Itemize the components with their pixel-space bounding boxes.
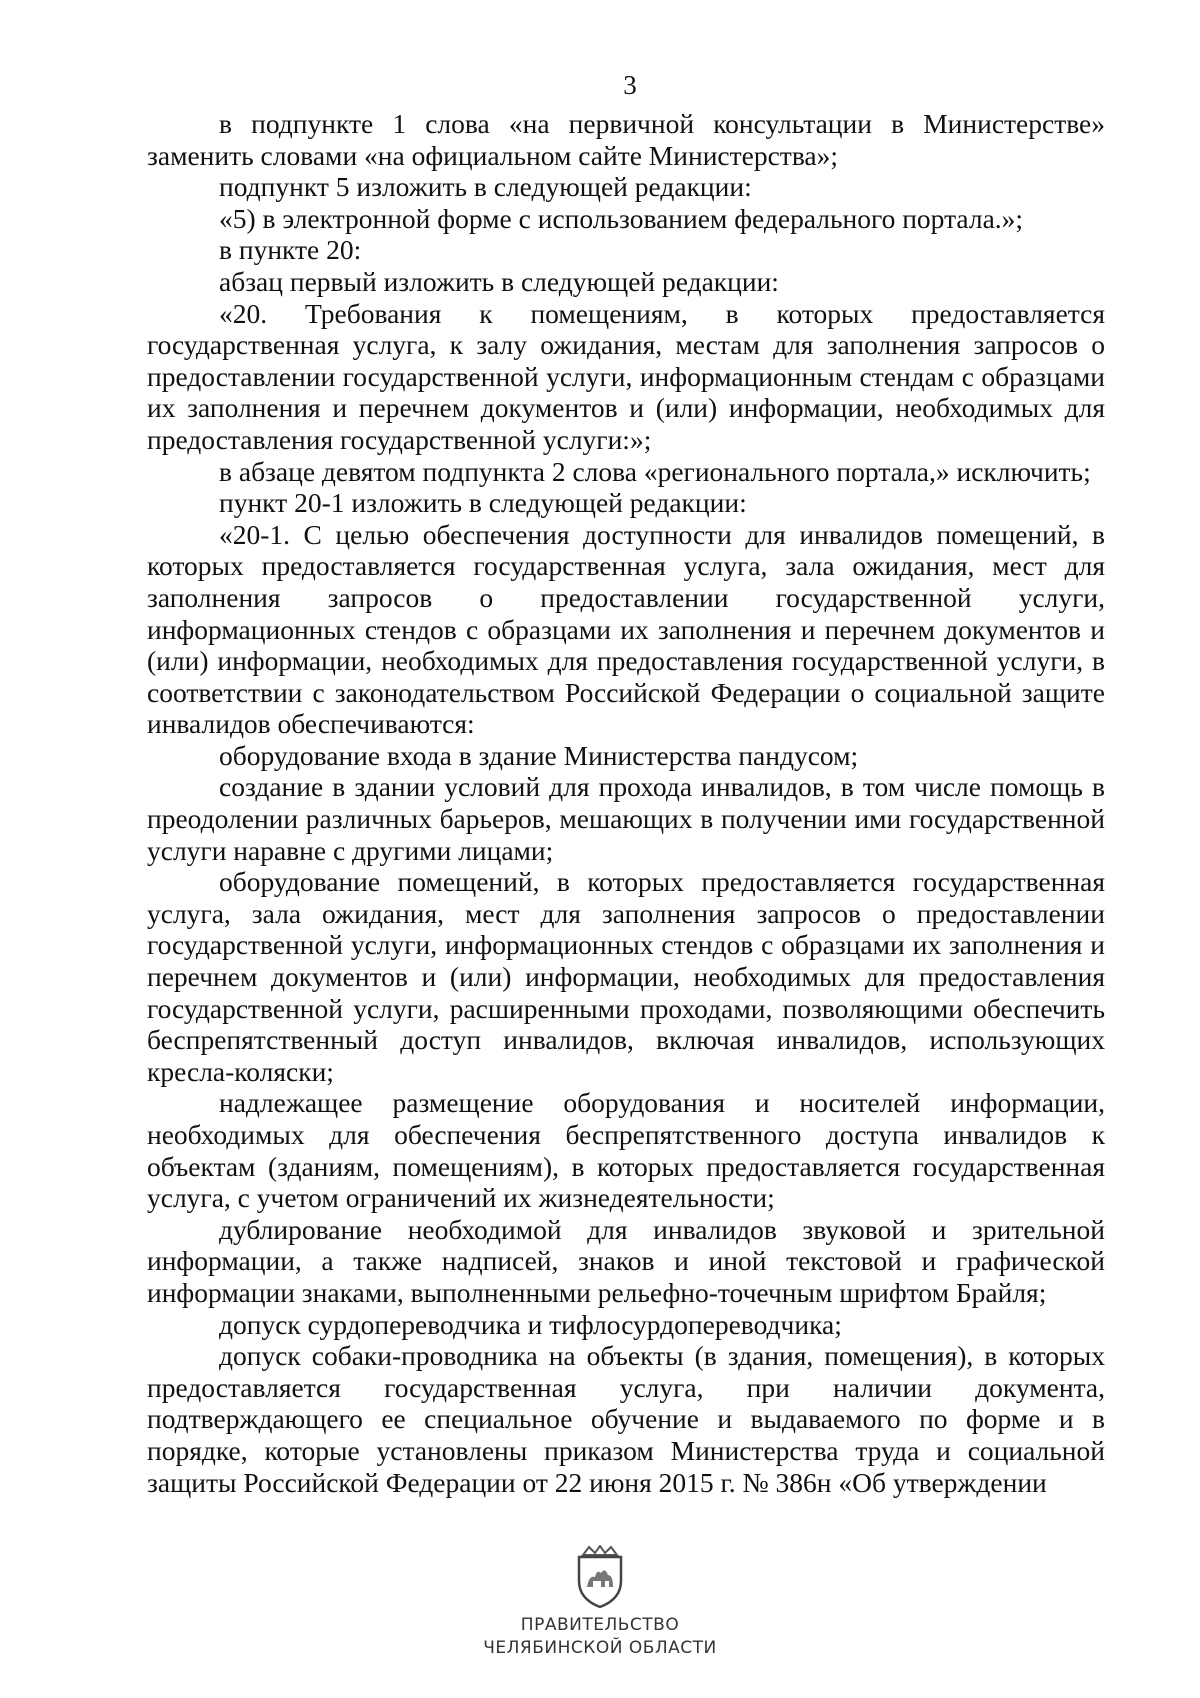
paragraph: в подпункте 1 слова «на первичной консультации в Министерстве» заменить словами «на официальном сайте Министерства»; <box>147 108 1105 171</box>
paragraph: «5) в электронной форме с использованием федерального портала.»; <box>219 202 1024 234</box>
paragraph: создание в здании условий для прохода инвалидов, в том числе помощь в преодолении различных барьеров, мешающих в получении ими государственной услуги наравне с другими лицами; <box>147 771 1105 866</box>
paragraph: оборудование входа в здание Министерства пандусом; <box>219 739 859 771</box>
paragraph: дублирование необходимой для инвалидов звуковой и зрительной информации, а также надписей, знаков и иной текстовой и графической информации знаками, выполненными рельефно-точечным шрифтом Брайля; <box>147 1213 1105 1308</box>
paragraph: допуск собаки-проводника на объекты (в здания, помещения), в которых предоставляется государственная услуга, при наличии документа, подтверждающего ее специальное обучение и выдаваемого по форме и в порядке, которые установлены приказом Министерства труда и социальной защиты Российской Федерации от 22 июня 2015 г. № 386н «Об утверждении <box>147 1340 1105 1498</box>
footer-emblem <box>0 1545 1200 1614</box>
paragraph: «20. Требования к помещениям, в которых предоставляется государственная услуга, к залу ожидания, местам для заполнения запросов о предоставлении государственной услуги, информационным стендам с образцами их заполнения и перечнем документов и (или) информации, необходимых для предоставления государственной услуги:»; <box>147 297 1105 455</box>
paragraph: допуск сурдопереводчика и тифлосурдопереводчика; <box>219 1308 842 1340</box>
paragraph: оборудование помещений, в которых предоставляется государственная услуга, зала ожидания, мест для заполнения запросов о предоставлении государственной услуги, информационных стендов с образцами их заполнения и перечнем документов и (или) информации, необходимых для предоставления государственной услуги, расширенными проходами, позволяющими обеспечить беспрепятственный доступ инвалидов, включая инвалидов, использующих кресла-коляски; <box>147 866 1105 1087</box>
paragraph: абзац первый изложить в следующей редакции: <box>219 265 779 297</box>
paragraph: в пункте 20: <box>219 234 362 266</box>
footer-line-2: ЧЕЛЯБИНСКОЙ ОБЛАСТИ <box>483 1638 717 1658</box>
paragraph: в абзаце девятом подпункта 2 слова «регионального портала,» исключить; <box>219 455 1091 487</box>
paragraph: подпункт 5 изложить в следующей редакции: <box>219 171 752 203</box>
document-body <box>147 108 1105 1498</box>
paragraph: пункт 20-1 изложить в следующей редакции: <box>219 487 747 519</box>
chelyabinsk-coat-of-arms-icon <box>571 1545 629 1609</box>
page-number: 3 <box>623 70 637 100</box>
paragraph: надлежащее размещение оборудования и носителей информации, необходимых для обеспечения беспрепятственного доступа инвалидов к объектам (зданиям, помещениям), в которых предоставляется государственная услуга, с учетом ограничений их жизнедеятельности; <box>147 1087 1105 1214</box>
paragraph: «20-1. С целью обеспечения доступности для инвалидов помещений, в которых предоставляется государственная услуга, зала ожидания, мест для заполнения запросов о предоставлении государственной услуги, информационных стендов с образцами их заполнения и перечнем документов и (или) информации, необходимых для предоставления государственной услуги, в соответствии с законодательством Российской Федерации о социальной защите инвалидов обеспечиваются: <box>147 518 1105 740</box>
footer-line-1: ПРАВИТЕЛЬСТВО <box>520 1615 680 1635</box>
